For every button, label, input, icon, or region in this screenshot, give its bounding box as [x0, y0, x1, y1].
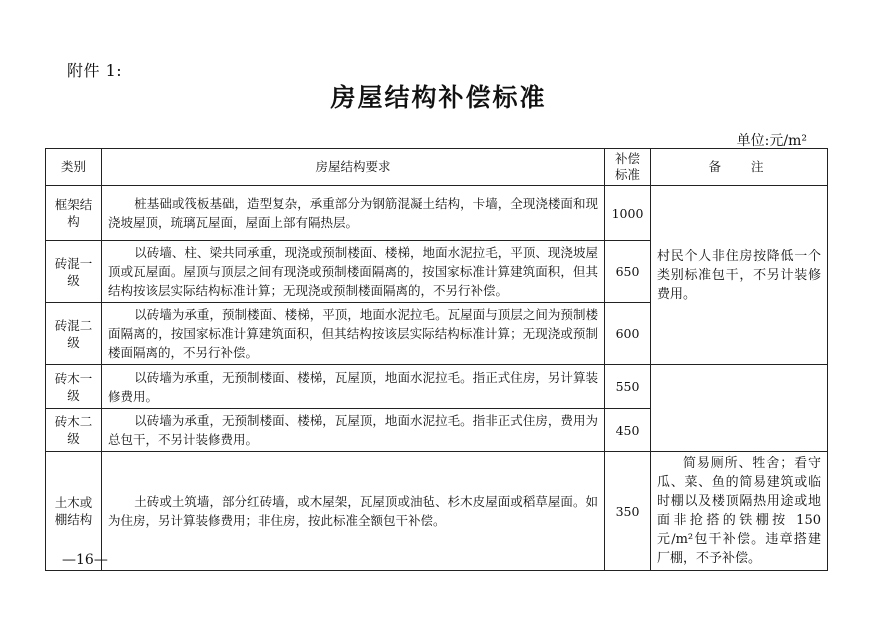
- row-amount: 350: [605, 452, 651, 571]
- row-amount: 550: [605, 365, 651, 409]
- note-merged: 村民个人非住房按降低一个类别标准包干，不另计装修费用。: [651, 186, 828, 365]
- row-requirement-text: 以砖墙为承重，无预制楼面、楼梯，瓦屋顶，地面水泥拉毛。指非正式住房，费用为总包干，不另计装修费用。: [108, 413, 598, 447]
- row-requirement: [102, 452, 605, 571]
- row-type: 框架结构: [46, 186, 102, 241]
- row-amount: 650: [605, 241, 651, 303]
- row-amount: 1000: [605, 186, 651, 241]
- row-requirement-text: 桩基础或筏板基础，造型复杂，承重部分为钢筋混凝土结构，卡墙，全现浇楼面和现浇坡屋顶，琉璃瓦屋面，屋面上部有隔热层。: [108, 196, 598, 230]
- attachment-label: 附件 1:: [67, 61, 123, 80]
- note-empty: [651, 365, 828, 452]
- row-type: 砖混一级: [46, 241, 102, 303]
- row-requirement: [102, 241, 605, 303]
- header-amount: 补偿标准: [605, 149, 651, 186]
- row-amount: 450: [605, 409, 651, 452]
- row-requirement: [102, 303, 605, 365]
- page-title: 房屋结构补偿标准: [330, 83, 547, 112]
- row-requirement-text: 土砖或土筑墙，部分红砖墙，或木屋架，瓦屋顶或油毡、杉木皮屋面或稻草屋面。如为住房，另计算装修费用；非住房，按此标准全额包干补偿。: [108, 494, 598, 528]
- unit-label: 单位:元/m²: [736, 133, 807, 149]
- row-amount: 600: [605, 303, 651, 365]
- compensation-table: [45, 148, 828, 571]
- row-type: 砖木一级: [46, 365, 102, 409]
- table-header-row: [46, 149, 828, 186]
- row-type: 砖混二级: [46, 303, 102, 365]
- note-bottom-text: 简易厕所、牲舍；看守瓜、菜、鱼的简易建筑或临时棚以及楼顶隔热用途或地面非抢搭的铁棚按 150 元/m²包干补偿。违章搭建厂棚，不予补偿。: [657, 456, 821, 566]
- row-type: 砖木二级: [46, 409, 102, 452]
- header-requirement: 房屋结构要求: [102, 149, 605, 186]
- row-requirement-text: 以砖墙为承重，无预制楼面、楼梯，瓦屋顶，地面水泥拉毛。指正式住房，另计算装修费用。: [108, 369, 598, 404]
- row-requirement-text: 以砖墙、柱、梁共同承重，现浇或预制楼面、楼梯，地面水泥拉毛，平顶、现浇坡屋顶或瓦屋面。屋顶与顶层之间有现浇或预制楼面隔离的，按国家标准计算建筑面积，但其结构按该层实际结构标准计算；无现浇或预制楼面隔离的，不另行补偿。: [108, 245, 598, 298]
- row-requirement: [102, 365, 605, 409]
- table-row: [46, 365, 828, 409]
- row-requirement-text: 以砖墙为承重，预制楼面、楼梯，平顶，地面水泥拉毛。瓦屋面与顶层之间为预制楼面隔离的，按国家标准计算建筑面积，但其结构按该层实际结构标准计算；无现浇或预制楼面隔离的，不另行补偿。: [108, 307, 598, 360]
- note-bottom: [651, 452, 828, 571]
- row-requirement: [102, 409, 605, 452]
- row-requirement: [102, 186, 605, 241]
- row-type: 土木或棚结构: [46, 452, 102, 571]
- table-row: [46, 186, 828, 241]
- header-type: 类别: [46, 149, 102, 186]
- header-note: 备注: [651, 149, 828, 186]
- page-number: —16—: [62, 552, 108, 568]
- table-row: [46, 452, 828, 571]
